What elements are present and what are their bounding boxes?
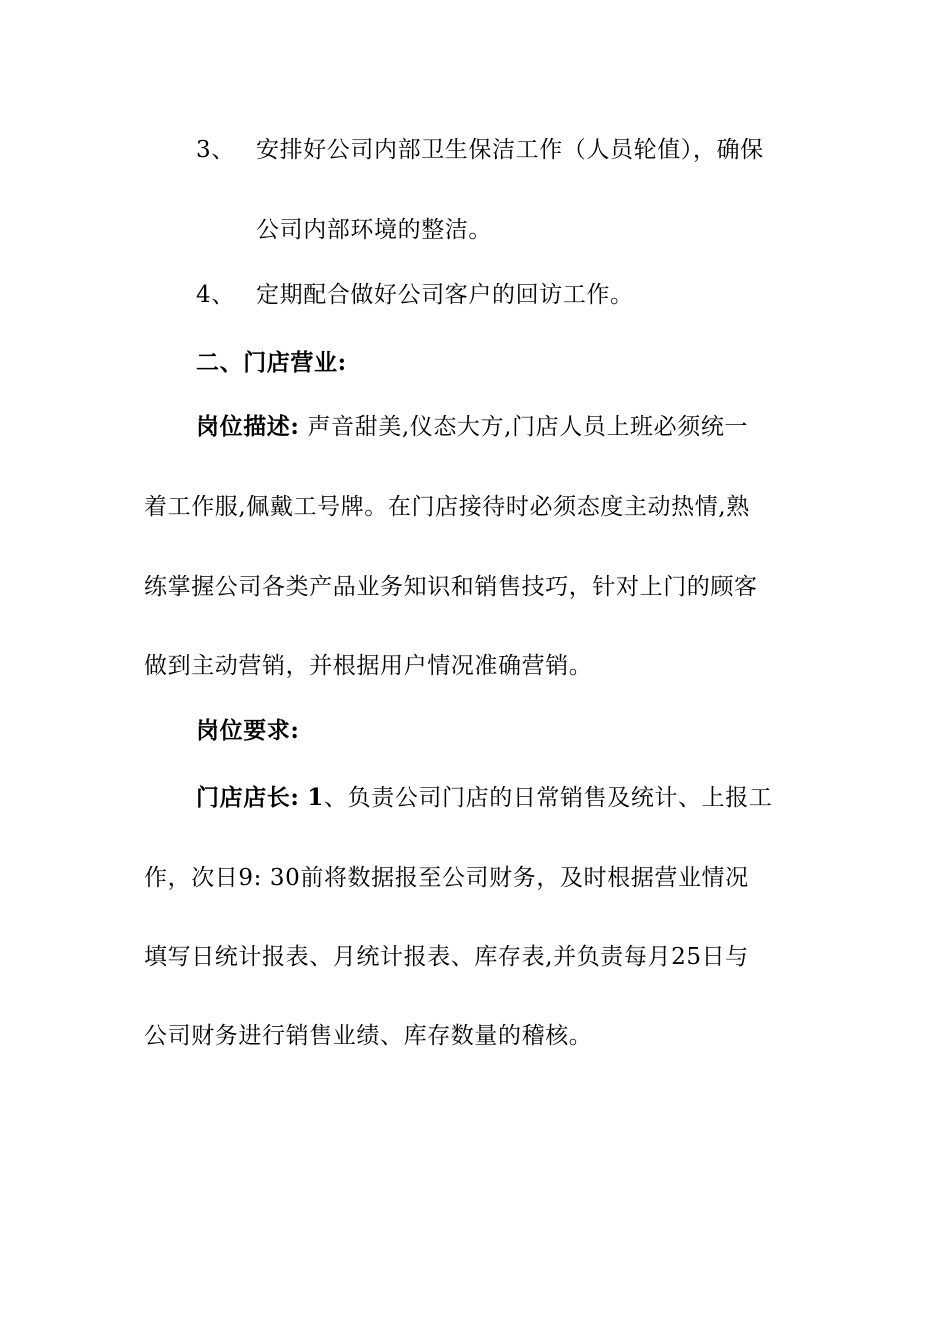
manager-text: 、负责公司门店的日常销售及统计、上报工 [324, 785, 773, 811]
list-text: 安排好公司内部卫生保洁工作（人员轮值），确保 [256, 137, 764, 163]
paragraph-line: 做到主动营销，并根据用户情况准确营销。 [144, 653, 593, 679]
paragraph-line [196, 783, 772, 813]
list-number: 3、 [196, 137, 235, 163]
list-item-4 [196, 280, 634, 310]
paragraph-line: 填写日统计报表、月统计报表、库存表,并负责每月25日与 [144, 944, 749, 970]
paragraph-line: 练掌握公司各类产品业务知识和销售技巧，针对上门的顾客 [144, 574, 758, 600]
list-item-3 [196, 135, 764, 165]
description-text: 声音甜美,仪态大方,门店人员上班必须统一 [307, 414, 749, 440]
section-heading: 二、门店营业: [196, 349, 347, 376]
paragraph-line [196, 412, 748, 442]
paragraph-line: 公司财务进行销售业绩、库存数量的稽核。 [144, 1023, 593, 1049]
list-item-3-continuation: 公司内部环境的整洁。 [256, 217, 492, 243]
description-label: 岗位描述: [196, 413, 300, 440]
manager-number: 1 [307, 784, 325, 811]
list-text: 定期配合做好公司客户的回访工作。 [256, 282, 634, 308]
list-number: 4、 [196, 282, 235, 308]
paragraph-line: 作，次日9: 30前将数据报至公司财务，及时根据营业情况 [144, 865, 749, 891]
paragraph-line: 着工作服,佩戴工号牌。在门店接待时必须态度主动热情,熟 [144, 494, 750, 520]
requirements-heading: 岗位要求: [196, 717, 300, 744]
manager-label: 门店店长: [196, 784, 300, 811]
